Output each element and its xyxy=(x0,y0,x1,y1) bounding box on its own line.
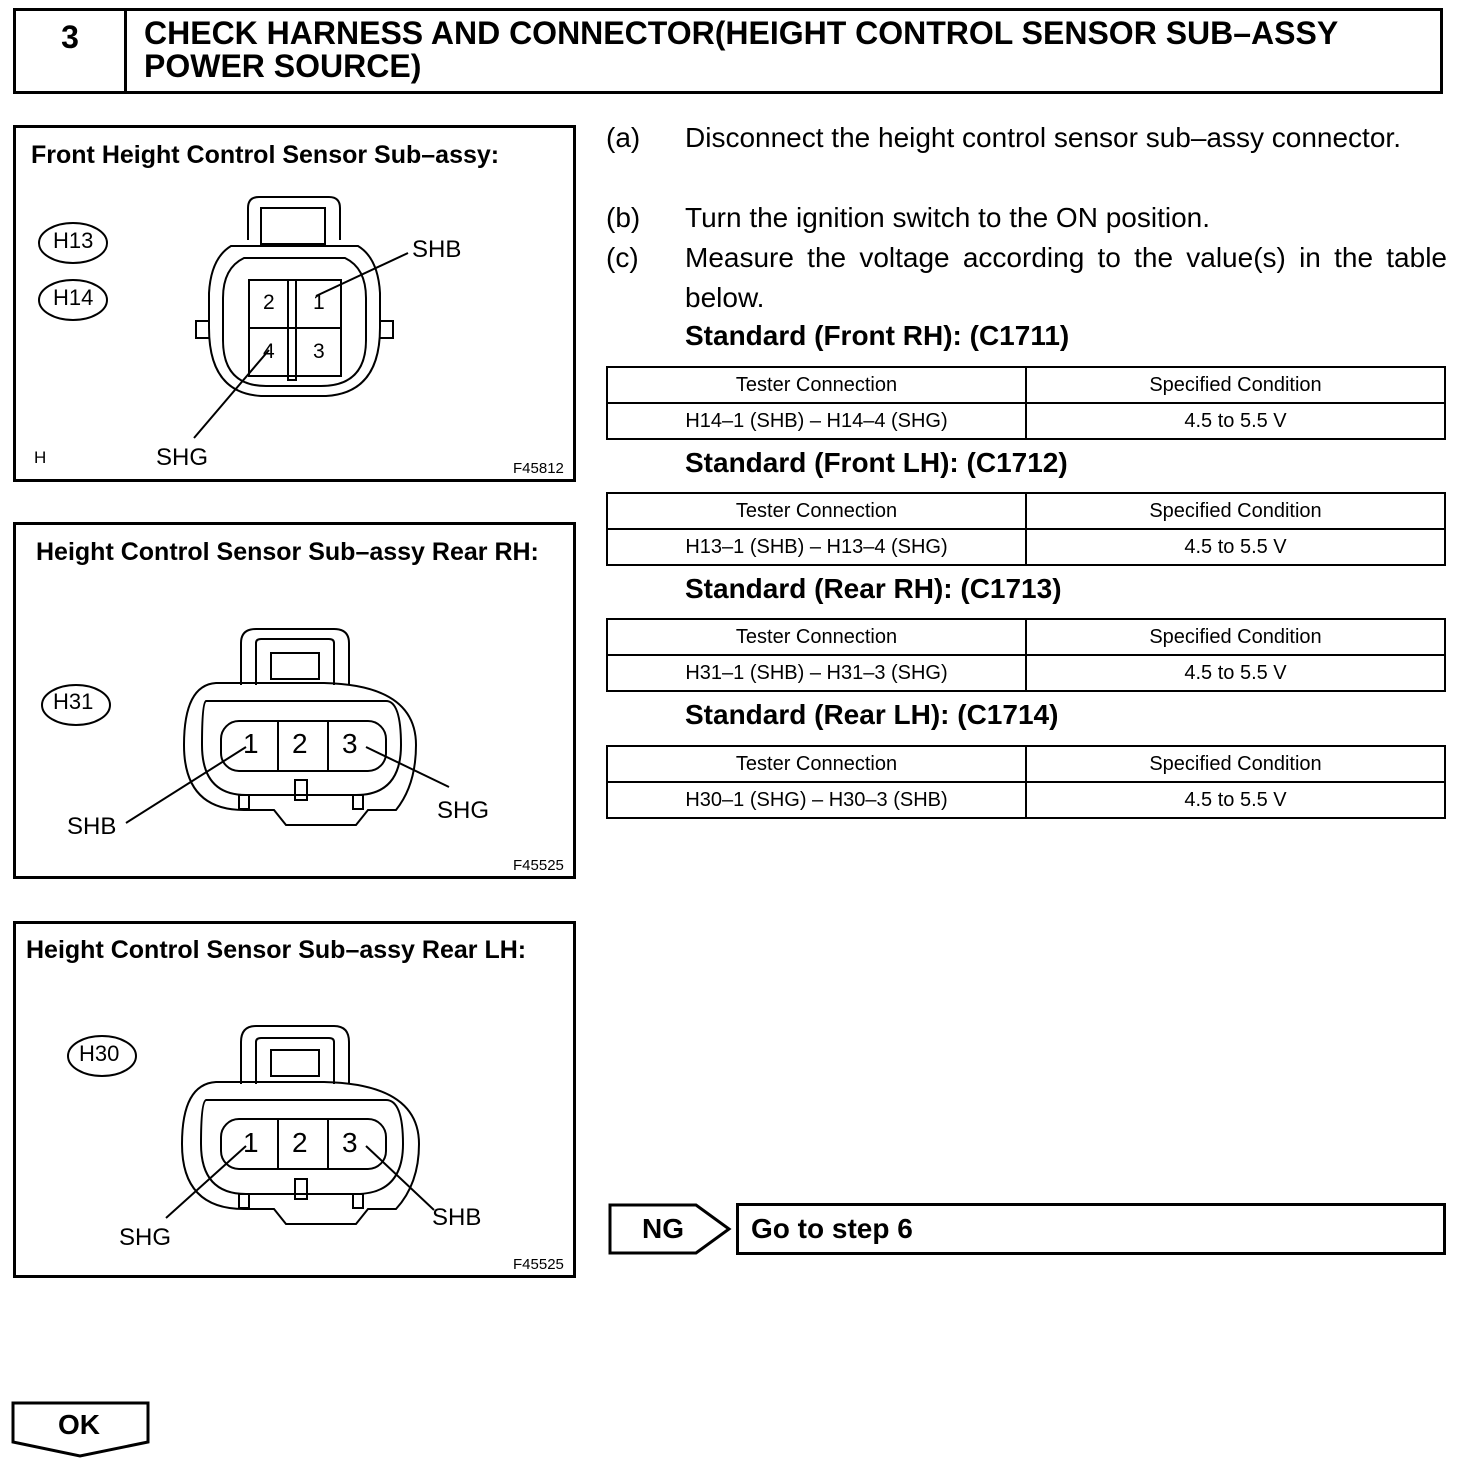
pin-label: 1 xyxy=(243,1127,259,1158)
standard-heading: Standard (Rear LH): (C1714) xyxy=(685,699,1059,730)
pin-label: 2 xyxy=(263,291,275,314)
step-label: (b) xyxy=(606,202,641,233)
figure-code: F45525 xyxy=(513,1256,564,1273)
step-text: Turn the ignition switch to the ON position. xyxy=(685,202,1210,233)
table-row xyxy=(607,782,1445,818)
col-header: Specified Condition xyxy=(1026,493,1445,529)
callout-shb: SHB xyxy=(412,236,462,263)
standard-heading: Standard (Front RH): (C1711) xyxy=(685,320,1070,351)
step-text: Disconnect the height control sensor sub–assy connector. xyxy=(685,122,1401,153)
table-header-row xyxy=(607,367,1445,403)
col-header: Tester Connection xyxy=(607,746,1026,782)
pin-label: 1 xyxy=(313,291,325,314)
pin-label: 1 xyxy=(243,728,259,759)
figure-title: Height Control Sensor Sub–assy Rear RH: xyxy=(36,538,539,566)
corner-letter: H xyxy=(34,448,47,467)
connector-id-h13: H13 xyxy=(53,228,94,253)
callout-shg: SHG xyxy=(119,1224,172,1251)
pin-label: 4 xyxy=(263,340,275,363)
pin-label: 3 xyxy=(313,340,325,363)
front-connector-diagram xyxy=(16,128,573,479)
ng-action: Go to step 6 xyxy=(736,1203,1446,1255)
standard-heading: Standard (Front LH): (C1712) xyxy=(685,447,1068,478)
figure-rear-lh-sensor xyxy=(13,921,576,1278)
spec-table-front-rh xyxy=(606,366,1446,440)
table-row xyxy=(607,655,1445,691)
col-header: Specified Condition xyxy=(1026,746,1445,782)
ng-branch-button[interactable] xyxy=(608,1203,732,1255)
tester-connection: H30–1 (SHG) – H30–3 (SHB) xyxy=(607,782,1026,818)
col-header: Specified Condition xyxy=(1026,367,1445,403)
col-header: Specified Condition xyxy=(1026,619,1445,655)
table-header-row xyxy=(607,746,1445,782)
col-header: Tester Connection xyxy=(607,493,1026,529)
connector-id-h31: H31 xyxy=(53,689,94,714)
tester-connection: H31–1 (SHB) – H31–3 (SHG) xyxy=(607,655,1026,691)
figure-rear-rh-sensor xyxy=(13,522,576,879)
table-header-row xyxy=(607,619,1445,655)
table-row xyxy=(607,403,1445,439)
step-label: (a) xyxy=(606,122,641,153)
spec-table-rear-rh xyxy=(606,618,1446,692)
pin-label: 3 xyxy=(342,1127,358,1158)
specified-condition: 4.5 to 5.5 V xyxy=(1026,403,1445,439)
spec-table-front-lh xyxy=(606,492,1446,566)
step-number: 3 xyxy=(16,11,127,91)
tester-connection: H14–1 (SHB) – H14–4 (SHG) xyxy=(607,403,1026,439)
standard-heading: Standard (Rear RH): (C1713) xyxy=(685,573,1062,604)
step-header xyxy=(13,8,1443,94)
ok-label: OK xyxy=(58,1409,100,1440)
step-title: CHECK HARNESS AND CONNECTOR(HEIGHT CONTROL SENSOR SUB–ASSY POWER SOURCE) xyxy=(144,15,1338,84)
figure-code: F45812 xyxy=(513,460,564,477)
pin-label: 2 xyxy=(292,1127,308,1158)
connector-id-h30: H30 xyxy=(79,1041,120,1066)
callout-shg: SHG xyxy=(156,444,209,471)
specified-condition: 4.5 to 5.5 V xyxy=(1026,529,1445,565)
spec-table-rear-lh xyxy=(606,745,1446,819)
col-header: Tester Connection xyxy=(607,367,1026,403)
ng-label: NG xyxy=(642,1213,684,1244)
pin-label: 3 xyxy=(342,728,358,759)
figure-title: Front Height Control Sensor Sub–assy: xyxy=(31,141,500,169)
specified-condition: 4.5 to 5.5 V xyxy=(1026,655,1445,691)
ok-branch-button[interactable] xyxy=(10,1400,152,1460)
table-header-row xyxy=(607,493,1445,529)
callout-shb: SHB xyxy=(432,1204,482,1231)
step-text: Measure the voltage according to the value(s) in the table below. xyxy=(685,242,1447,313)
callout-shb: SHB xyxy=(67,813,117,840)
tester-connection: H13–1 (SHB) – H13–4 (SHG) xyxy=(607,529,1026,565)
pin-label: 2 xyxy=(292,728,308,759)
step-label: (c) xyxy=(606,242,639,273)
rear-lh-connector-diagram xyxy=(16,924,573,1275)
figure-front-sensor xyxy=(13,125,576,482)
table-row xyxy=(607,529,1445,565)
col-header: Tester Connection xyxy=(607,619,1026,655)
connector-id-h14: H14 xyxy=(53,285,94,310)
figure-code: F45525 xyxy=(513,857,564,874)
figure-title: Height Control Sensor Sub–assy Rear LH: xyxy=(26,936,527,964)
specified-condition: 4.5 to 5.5 V xyxy=(1026,782,1445,818)
callout-shg: SHG xyxy=(437,797,490,824)
